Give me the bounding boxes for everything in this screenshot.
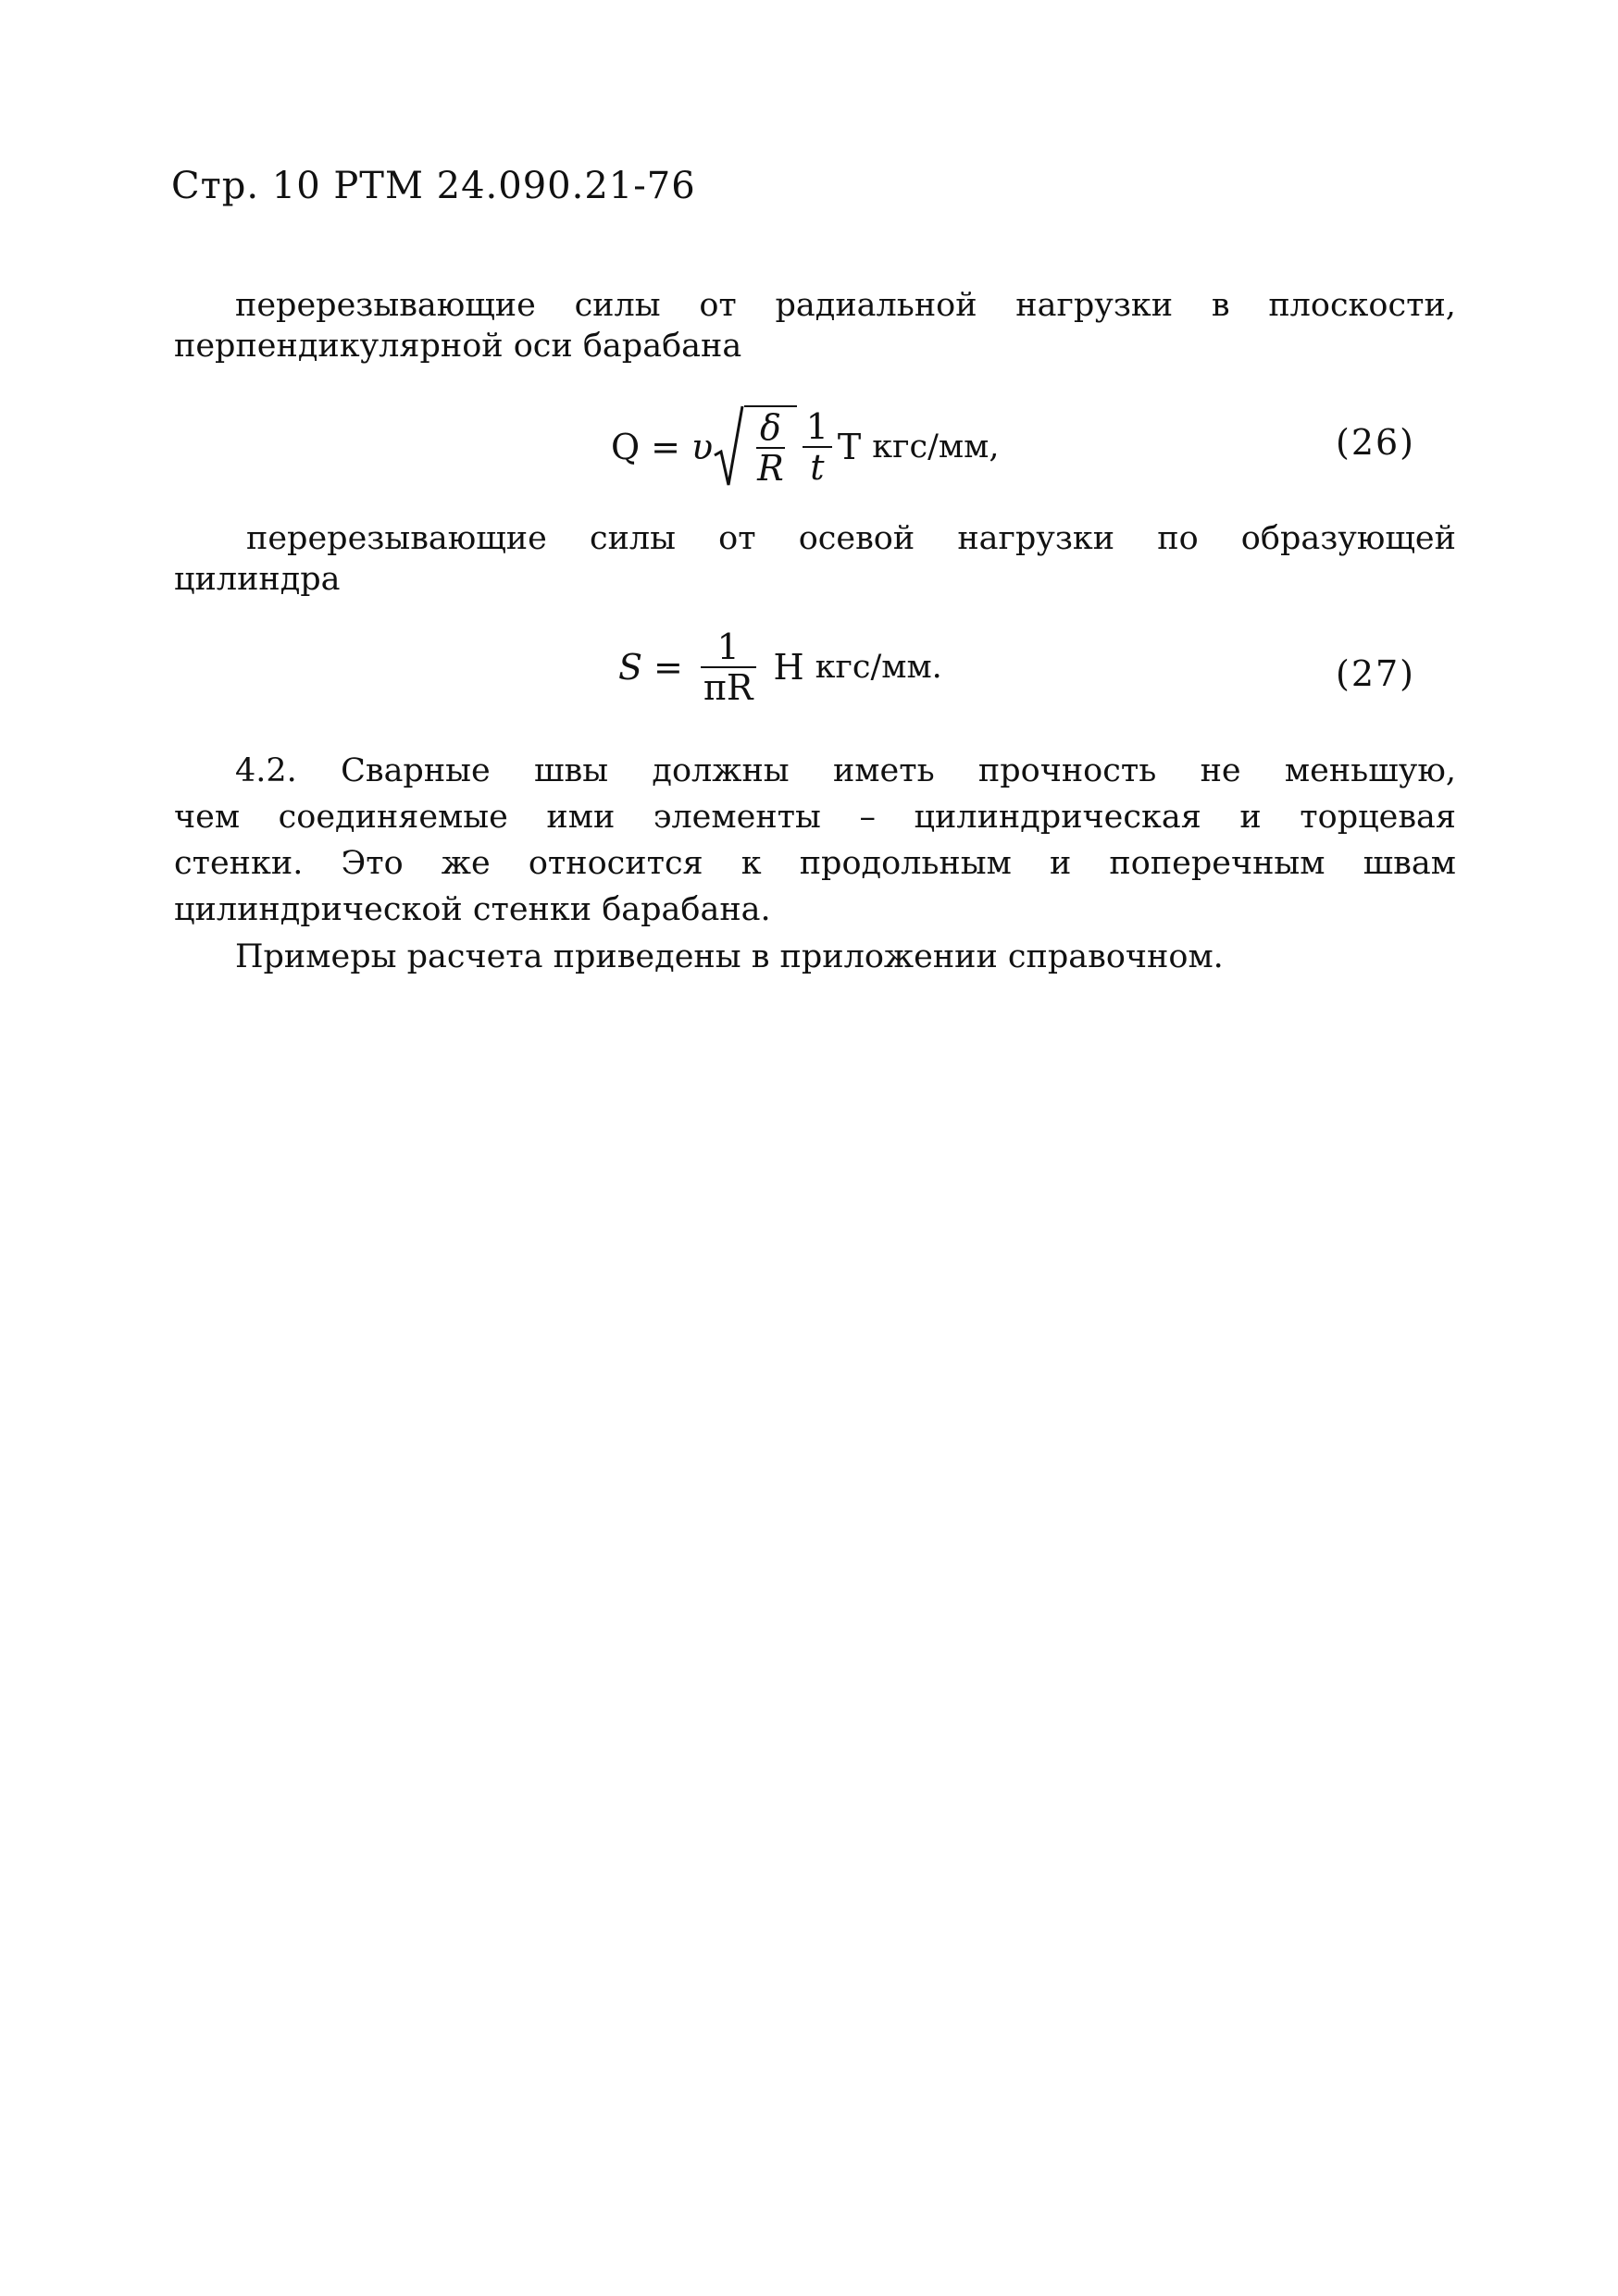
word: перерезывающие xyxy=(246,520,547,557)
radical-sign-icon xyxy=(713,405,744,489)
formula-27-equals: = xyxy=(653,647,683,688)
word: плоскости, xyxy=(1268,287,1456,324)
formula-26-variable: T xyxy=(837,427,862,467)
page-header: Стр. 10 РТМ 24.090.21-76 xyxy=(171,165,696,207)
paragraph-4-line-1: Примеры расчета приведены в приложении справочном. xyxy=(235,938,1224,975)
word: силы xyxy=(574,287,661,324)
section-number: 4.2. xyxy=(235,752,297,789)
word: продольным xyxy=(799,845,1012,882)
formula-26-numerator: 1 xyxy=(803,409,832,448)
word: поперечным xyxy=(1109,845,1326,882)
word: швы xyxy=(534,752,609,789)
word: силы xyxy=(589,520,676,557)
equation-number-27: (27) xyxy=(1336,653,1416,694)
formula-26-sqrt-denominator: R xyxy=(757,448,784,489)
paragraph-1-line-1 xyxy=(174,285,1456,326)
word: прочность xyxy=(977,752,1157,789)
word: Это xyxy=(341,845,404,882)
word: Сварные xyxy=(341,752,491,789)
word: радиальной xyxy=(775,287,977,324)
word: в xyxy=(1211,287,1230,324)
word: образующей xyxy=(1240,520,1456,557)
formula-26-denominator: t xyxy=(810,447,825,488)
formula-27 xyxy=(618,627,942,708)
formula-27-variable: H xyxy=(773,647,804,688)
word: соединяемые xyxy=(278,799,508,836)
word: элементы xyxy=(653,799,821,836)
word: не xyxy=(1200,752,1241,789)
formula-26-sqrt-numerator: δ xyxy=(756,410,785,449)
word: – xyxy=(859,799,876,836)
word: торцевая xyxy=(1300,799,1456,836)
equation-number-26: (26) xyxy=(1336,422,1416,463)
word: и xyxy=(1049,845,1072,882)
paragraph-axial-load xyxy=(174,518,1456,600)
word: от xyxy=(699,287,737,324)
word: стенки. xyxy=(174,845,304,882)
formula-26-equals: = xyxy=(651,427,680,467)
word: по xyxy=(1157,520,1199,557)
word: нагрузки xyxy=(957,520,1115,557)
paragraph-2-line-2: цилиндра xyxy=(174,561,341,598)
word: чем xyxy=(174,799,241,836)
formula-26-fraction xyxy=(803,406,832,488)
word: меньшую, xyxy=(1284,752,1456,789)
word: перерезывающие xyxy=(235,287,536,324)
formula-27-lhs: S xyxy=(618,647,643,688)
word: ими xyxy=(546,799,616,836)
paragraph-3-line-1 xyxy=(174,748,1456,794)
formula-27-numerator: 1 xyxy=(701,629,756,668)
word: осевой xyxy=(798,520,915,557)
word: относится xyxy=(528,845,703,882)
formula-26-sqrt xyxy=(713,405,797,489)
word: к xyxy=(741,845,762,882)
paragraph-3-line-3 xyxy=(174,840,1456,887)
word: швам xyxy=(1363,845,1456,882)
formula-26-coefficient: υ xyxy=(691,427,714,467)
word: цилиндрическая xyxy=(914,799,1201,836)
formula-26 xyxy=(611,405,999,489)
word: должны xyxy=(652,752,790,789)
paragraph-section-4-2 xyxy=(174,748,1456,933)
word: и xyxy=(1239,799,1262,836)
formula-26-unit: кгс/мм, xyxy=(872,428,1000,465)
word: же xyxy=(441,845,491,882)
paragraph-examples xyxy=(174,937,1456,977)
paragraph-3-line-2 xyxy=(174,794,1456,840)
formula-27-denominator: πR xyxy=(703,667,753,708)
formula-27-fraction xyxy=(700,627,757,708)
paragraph-3-line-4: цилиндрической стенки барабана. xyxy=(174,891,771,928)
paragraph-2-line-1 xyxy=(174,518,1456,559)
formula-27-unit: кгс/мм. xyxy=(815,649,942,686)
paragraph-radial-load xyxy=(174,285,1456,366)
paragraph-1-line-2: перпендикулярной оси барабана xyxy=(174,328,742,365)
formula-26-lhs: Q xyxy=(611,427,641,467)
word: от xyxy=(718,520,756,557)
word: нагрузки xyxy=(1015,287,1174,324)
formula-26-sqrt-fraction xyxy=(753,407,788,489)
word: иметь xyxy=(832,752,935,789)
